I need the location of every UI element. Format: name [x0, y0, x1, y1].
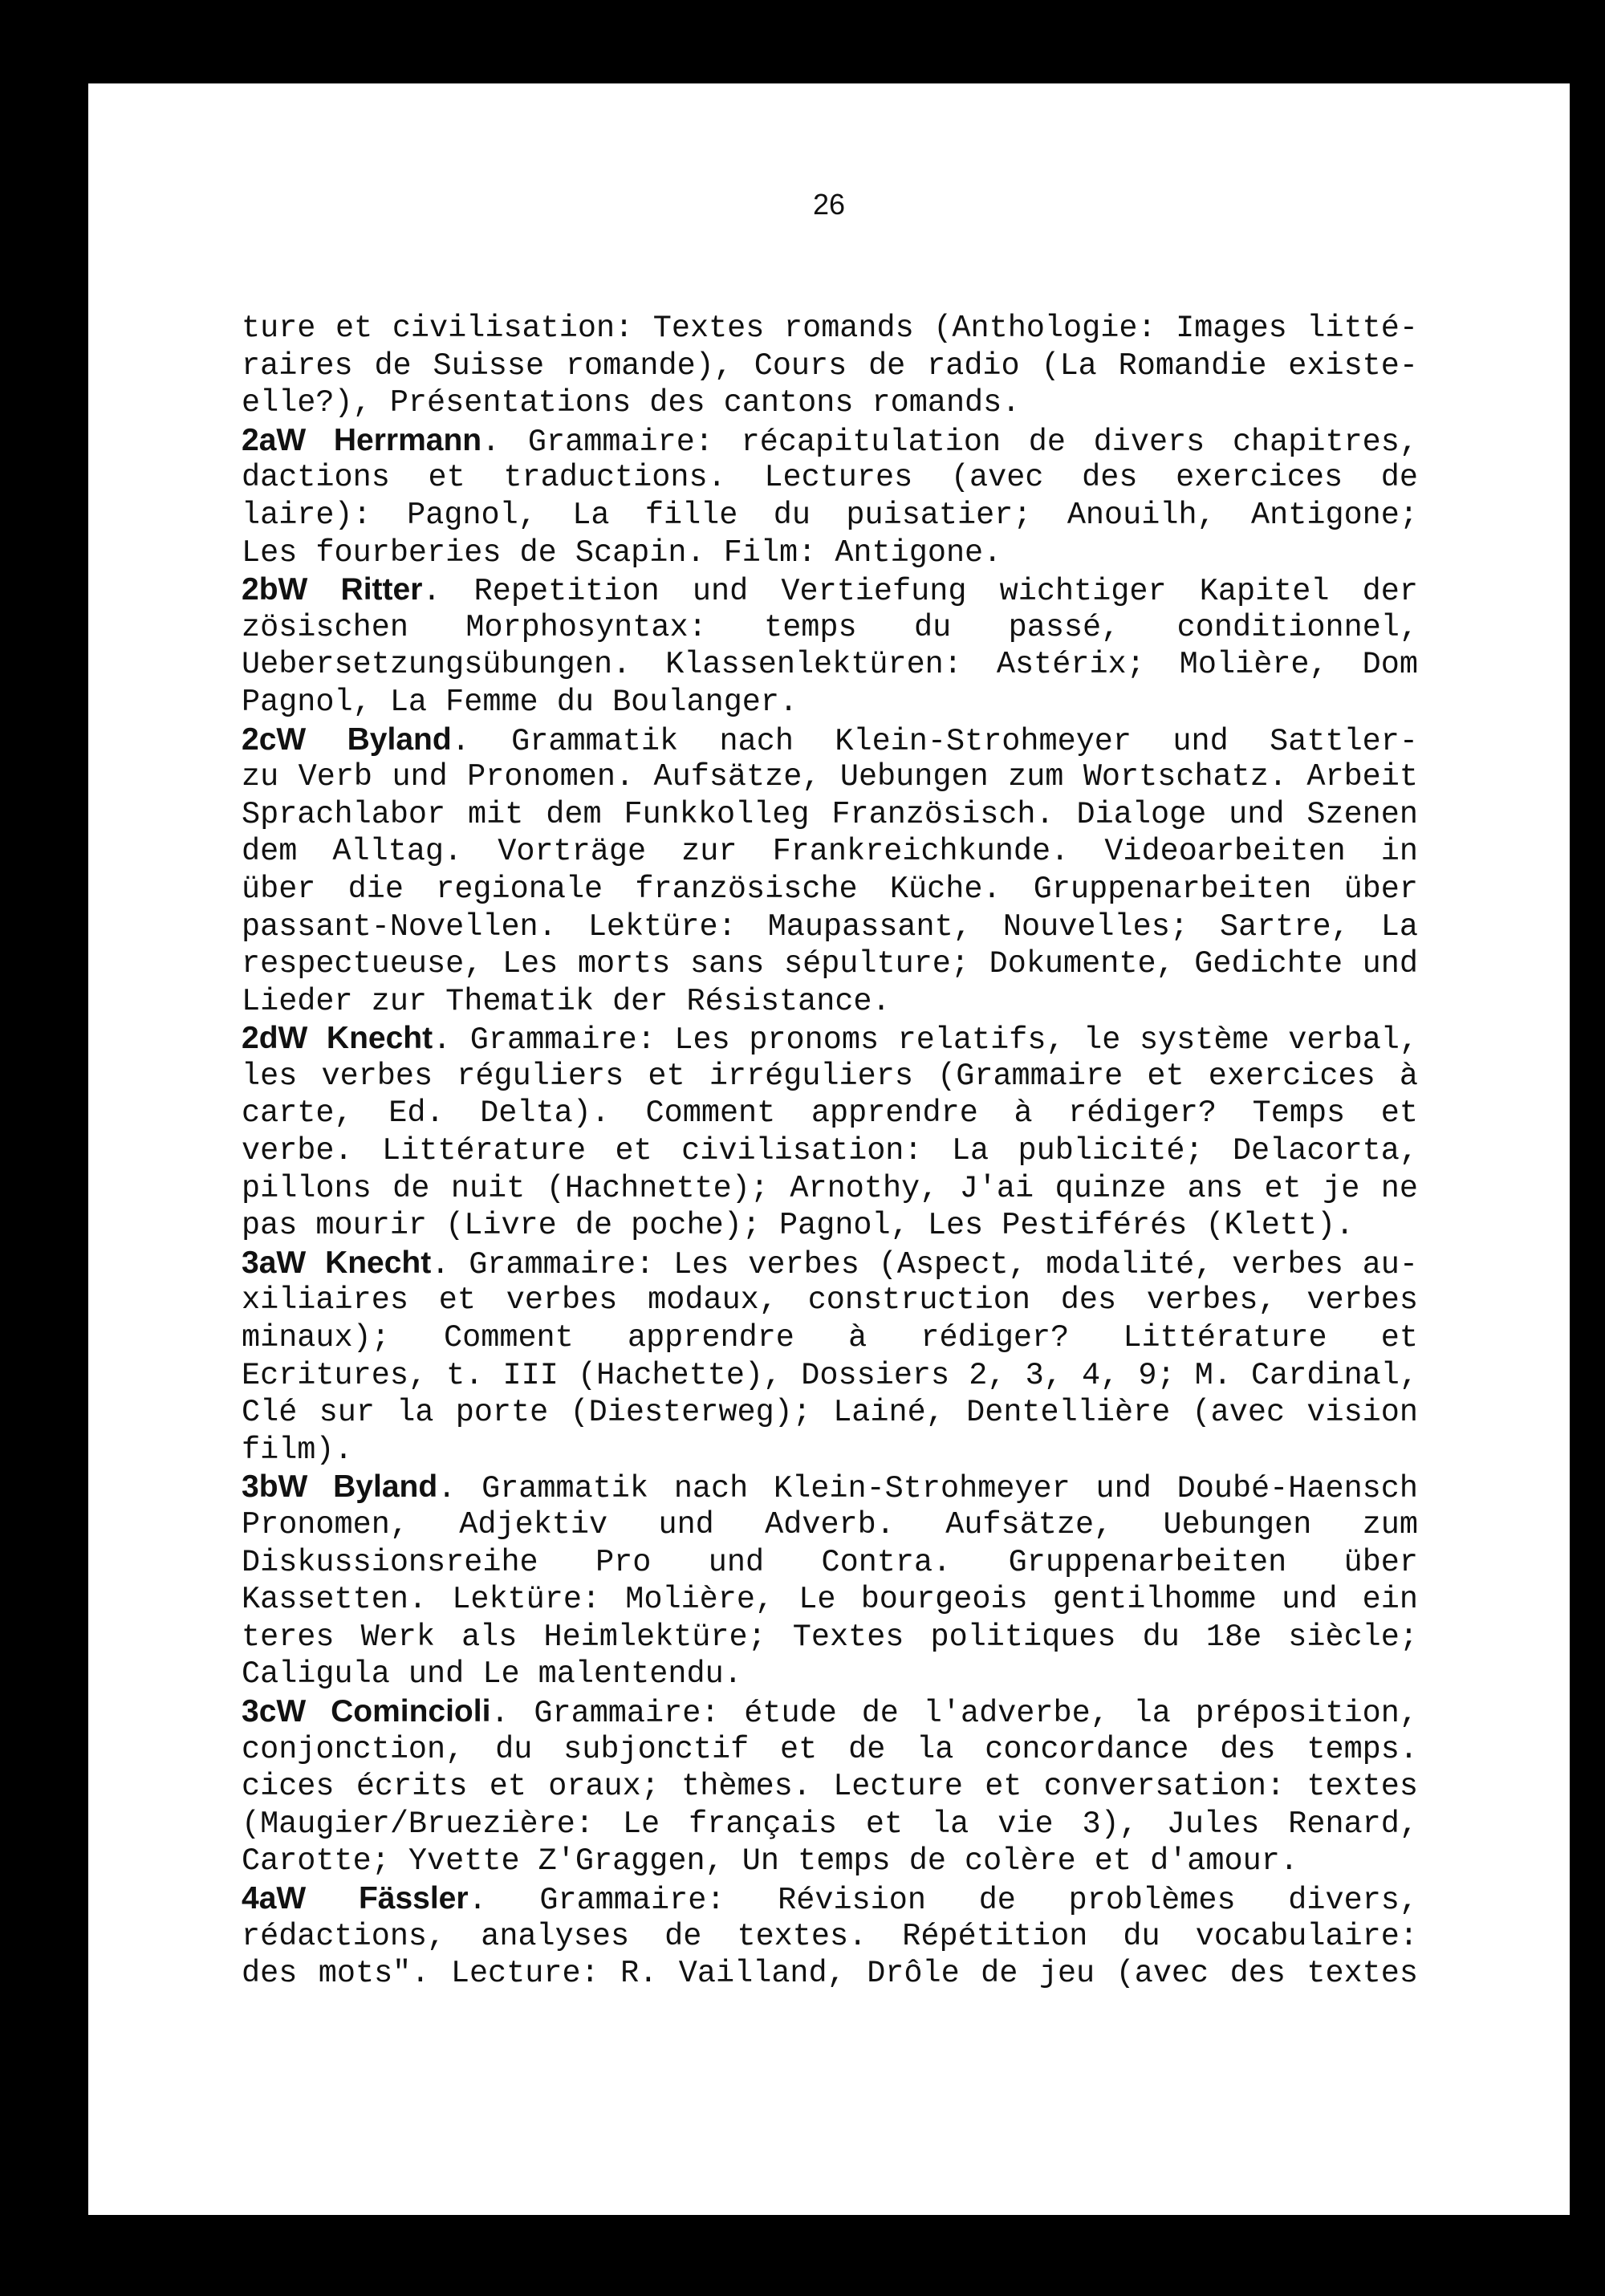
line-text: über die regionale französische Küche. Gruppenarbeiten über	[242, 871, 1418, 907]
class-code: 2aW	[242, 422, 307, 457]
teacher-name: Knecht	[325, 1245, 432, 1280]
line-text: dactions et traductions. Lectures (avec des exercices de	[242, 460, 1418, 496]
text-line	[242, 1432, 1418, 1469]
line-text: passant-Novellen. Lektüre: Maupassant, Nouvelles; Sartre, La	[242, 908, 1418, 945]
text-line	[242, 945, 1418, 983]
line-text: zösischen Morphosyntax: temps du passé, conditionnel,	[242, 609, 1418, 645]
line-text: Diskussionsreihe Pro und Contra. Gruppenarbeiten über	[242, 1544, 1418, 1580]
class-code: 3bW	[242, 1469, 308, 1505]
line-text: Kassetten. Lektüre: Molière, Le bourgeois gentilhomme und ein	[242, 1582, 1418, 1618]
line-text: . Repetition und Vertiefung wichtiger Kapitel der	[422, 574, 1418, 609]
text-line	[242, 1394, 1418, 1432]
teacher-name: Fässler	[358, 1880, 469, 1916]
class-entry-line	[242, 1880, 1418, 1918]
line-text: teres Werk als Heimlektüre; Textes politiques du 18e siècle;	[242, 1619, 1418, 1655]
text-line	[242, 1207, 1418, 1245]
text-line	[242, 1282, 1418, 1319]
line-text: xiliaires et verbes modaux, construction des verbes, verbes	[242, 1282, 1418, 1319]
text-line	[242, 1656, 1418, 1693]
body-text	[242, 310, 1418, 1993]
line-text: (Maugier/Bruezière: Le français et la vie 3), Jules Renard,	[242, 1806, 1418, 1842]
text-line	[242, 497, 1418, 534]
class-entry-line	[242, 571, 1418, 609]
class-code: 2cW	[242, 721, 307, 757]
text-line	[242, 908, 1418, 946]
line-text: pillons de nuit (Hachnette); Arnothy, J'ai quinze ans et je ne	[242, 1170, 1418, 1206]
document-page	[88, 83, 1570, 2215]
text-line	[242, 347, 1418, 385]
page-number: 26	[812, 188, 846, 221]
teacher-name: Herrmann	[333, 422, 482, 457]
text-line	[242, 310, 1418, 347]
line-text: verbe. Littérature et civilisation: La publicité; Delacorta,	[242, 1133, 1418, 1169]
line-text: Caligula und Le malentendu.	[242, 1656, 742, 1693]
line-text: pas mourir (Livre de poche); Pagnol, Les Pestiférés (Klett).	[242, 1208, 1355, 1244]
class-code: 4aW	[242, 1880, 307, 1916]
teacher-name: Byland	[333, 1469, 438, 1505]
teacher-name: Knecht	[326, 1021, 433, 1056]
line-text: film).	[242, 1432, 353, 1468]
text-line	[242, 1058, 1418, 1095]
text-line	[242, 1918, 1418, 1956]
line-text: Pronomen, Adjektiv und Adverb. Aufsätze, Uebungen zum	[242, 1507, 1418, 1542]
text-line	[242, 1132, 1418, 1170]
text-line	[242, 796, 1418, 834]
line-text: Carotte; Yvette Z'Graggen, Un temps de colère et d'amour.	[242, 1843, 1298, 1879]
text-line	[242, 609, 1418, 647]
line-text: cices écrits et oraux; thèmes. Lecture et conversation: textes	[242, 1769, 1418, 1805]
text-line	[242, 684, 1418, 721]
line-text: laire): Pagnol, La fille du puisatier; Anouilh, Antigone;	[242, 497, 1418, 533]
class-entry-line	[242, 721, 1418, 759]
text-line	[242, 758, 1418, 796]
line-text: respectueuse, Les morts sans sépulture; Dokumente, Gedichte und	[242, 946, 1418, 982]
line-text: minaux); Comment apprendre à rédiger? Littérature et	[242, 1320, 1418, 1356]
class-code: 2bW	[242, 572, 308, 608]
text-line	[242, 1955, 1418, 1993]
line-text: Uebersetzungsübungen. Klassenlektüren: Astérix; Molière, Dom	[242, 647, 1418, 683]
line-text: . Grammatik nach Klein-Strohmeyer und Sattler-	[451, 723, 1418, 759]
text-line	[242, 1843, 1418, 1880]
text-line	[242, 833, 1418, 871]
line-text: ture et civilisation: Textes romands (Anthologie: Images litté-	[242, 311, 1418, 346]
text-line	[242, 1806, 1418, 1843]
text-line	[242, 871, 1418, 908]
line-text: . Grammaire: Les verbes (Aspect, modalité, verbes au-	[431, 1246, 1418, 1282]
line-text: raires de Suisse romande), Cours de radio (La Romandie existe-	[242, 347, 1418, 384]
line-text: zu Verb und Pronomen. Aufsätze, Uebungen zum Wortschatz. Arbeit	[242, 759, 1418, 795]
class-entry-line	[242, 1693, 1418, 1731]
line-text: . Grammaire: récapitulation de divers chapitres,	[482, 424, 1418, 460]
class-code: 3cW	[242, 1693, 307, 1729]
line-text: conjonction, du subjonctif et de la concordance des temps.	[242, 1731, 1418, 1767]
class-code: 3aW	[242, 1245, 307, 1280]
teacher-name: Comincioli	[331, 1693, 491, 1729]
class-entry-line	[242, 1245, 1418, 1282]
line-text: Sprachlabor mit dem Funkkolleg Französisch. Dialoge und Szenen	[242, 796, 1418, 832]
line-text: Lieder zur Thematik der Résistance.	[242, 983, 891, 1019]
line-text: carte, Ed. Delta). Comment apprendre à rédiger? Temps et	[242, 1095, 1418, 1132]
line-text: rédactions, analyses de textes. Répétition du vocabulaire:	[242, 1918, 1418, 1954]
text-line	[242, 1619, 1418, 1656]
class-code: 2dW	[242, 1021, 308, 1056]
line-text: Pagnol, La Femme du Boulanger.	[242, 684, 798, 720]
text-line	[242, 1544, 1418, 1582]
text-line	[242, 384, 1418, 422]
text-line	[242, 1506, 1418, 1544]
line-text: dem Alltag. Vorträge zur Frankreichkunde. Videoarbeiten in	[242, 834, 1418, 870]
text-line	[242, 1095, 1418, 1132]
text-line	[242, 1319, 1418, 1357]
class-entry-line	[242, 422, 1418, 460]
text-line	[242, 1731, 1418, 1769]
text-line	[242, 534, 1418, 572]
line-text: . Grammaire: Révision de problèmes divers,	[468, 1882, 1418, 1918]
class-entry-line	[242, 1469, 1418, 1506]
text-line	[242, 1170, 1418, 1208]
line-text: . Grammatik nach Klein-Strohmeyer und Doubé-Haensch	[437, 1471, 1418, 1506]
line-text: Les fourberies de Scapin. Film: Antigone.	[242, 534, 1002, 571]
teacher-name: Ritter	[340, 572, 423, 608]
text-line	[242, 1581, 1418, 1619]
text-line	[242, 983, 1418, 1021]
line-text: Ecritures, t. III (Hachette), Dossiers 2, 3, 4, 9; M. Cardinal,	[242, 1357, 1418, 1393]
line-text: elle?), Présentations des cantons romands.	[242, 385, 1021, 421]
text-line	[242, 459, 1418, 497]
line-text: Clé sur la porte (Diesterweg); Lainé, Dentellière (avec vision	[242, 1395, 1418, 1431]
line-text: les verbes réguliers et irréguliers (Grammaire et exercices à	[242, 1058, 1418, 1094]
line-text: . Grammaire: Les pronoms relatifs, le système verbal,	[433, 1022, 1418, 1058]
text-line	[242, 646, 1418, 684]
class-entry-line	[242, 1020, 1418, 1058]
line-text: des mots". Lecture: R. Vailland, Drôle de jeu (avec des textes	[242, 1956, 1418, 1992]
line-text: . Grammaire: étude de l'adverbe, la préposition,	[490, 1695, 1418, 1731]
text-line	[242, 1768, 1418, 1806]
teacher-name: Byland	[347, 721, 452, 757]
text-line	[242, 1357, 1418, 1395]
